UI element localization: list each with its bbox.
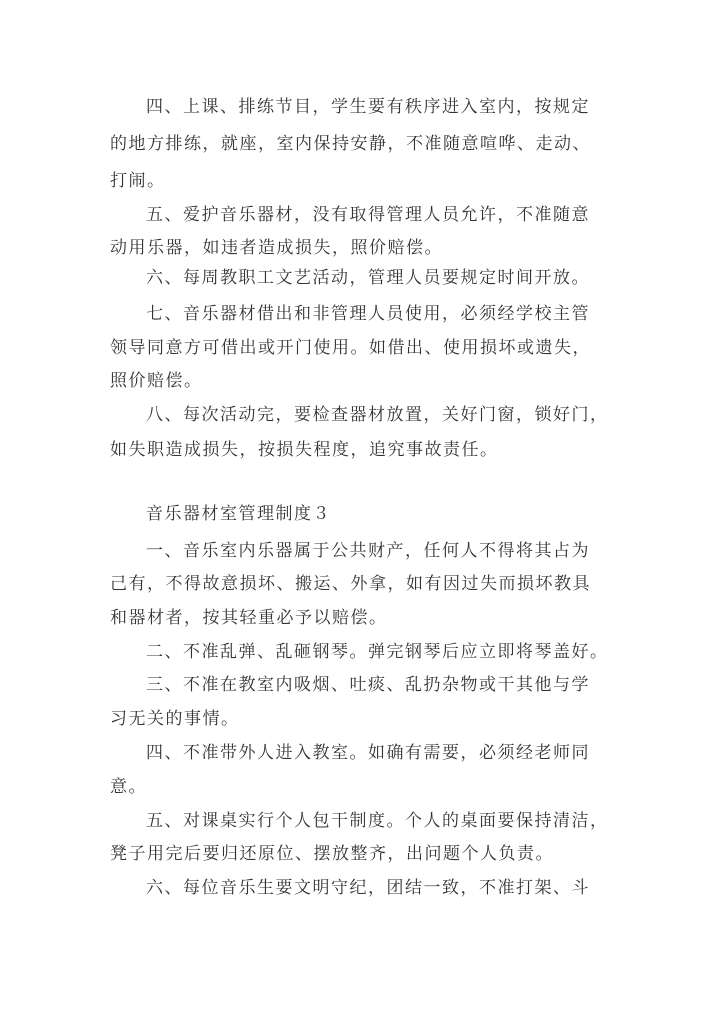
- text-line: 七、音乐器材借出和非管理人员使用，必须经学校主管: [146, 304, 590, 324]
- text-line: 八、每次活动完，要检查器材放置，关好门窗，锁好门，: [146, 405, 609, 425]
- text-line: 四、不准带外人进入教室。如确有需要，必须经老师同: [146, 743, 590, 763]
- text-line: 六、每位音乐生要文明守纪，团结一致，不准打架、斗: [146, 878, 590, 898]
- text-line: 习无关的事情。: [110, 709, 240, 729]
- text-line: 打闹。: [110, 171, 166, 191]
- text-line: 二、不准乱弹、乱砸钢琴。弹完钢琴后应立即将琴盖好。: [146, 642, 609, 662]
- text-line: 一、音乐室内乐器属于公共财产，任何人不得将其占为: [146, 541, 590, 561]
- text-line: 的地方排练，就座，室内保持安静，不准随意喧哗、走动、: [110, 134, 591, 154]
- text-line: 四、上课、排练节目，学生要有秩序进入室内，按规定: [146, 97, 590, 117]
- text-line: 己有，不得故意损坏、搬运、外拿，如有因过失而损坏教具: [110, 574, 591, 594]
- text-line: 五、对课桌实行个人包干制度。个人的桌面要保持清洁，: [146, 811, 609, 831]
- section-heading: 音乐器材室管理制度３: [146, 504, 331, 524]
- text-line: 三、不准在教室内吸烟、吐痰、乱扔杂物或干其他与学: [146, 675, 590, 695]
- text-line: 动用乐器，如违者造成损失，照价赔偿。: [110, 238, 443, 258]
- text-line: 领导同意方可借出或开门使用。如借出、使用损坏或遗失，: [110, 338, 591, 358]
- text-line: 凳子用完后要归还原位、摆放整齐，出问题个人负责。: [110, 844, 554, 864]
- text-line: 和器材者，按其轻重必予以赔偿。: [110, 608, 388, 628]
- text-line: 六、每周教职工文艺活动，管理人员要规定时间开放。: [146, 268, 590, 288]
- text-line: 意。: [110, 777, 147, 797]
- text-line: 五、爱护音乐器材，没有取得管理人员允许，不准随意: [146, 205, 590, 225]
- text-line: 如失职造成损失，按损失程度，追究事故责任。: [110, 440, 499, 460]
- text-line: 照价赔偿。: [110, 371, 203, 391]
